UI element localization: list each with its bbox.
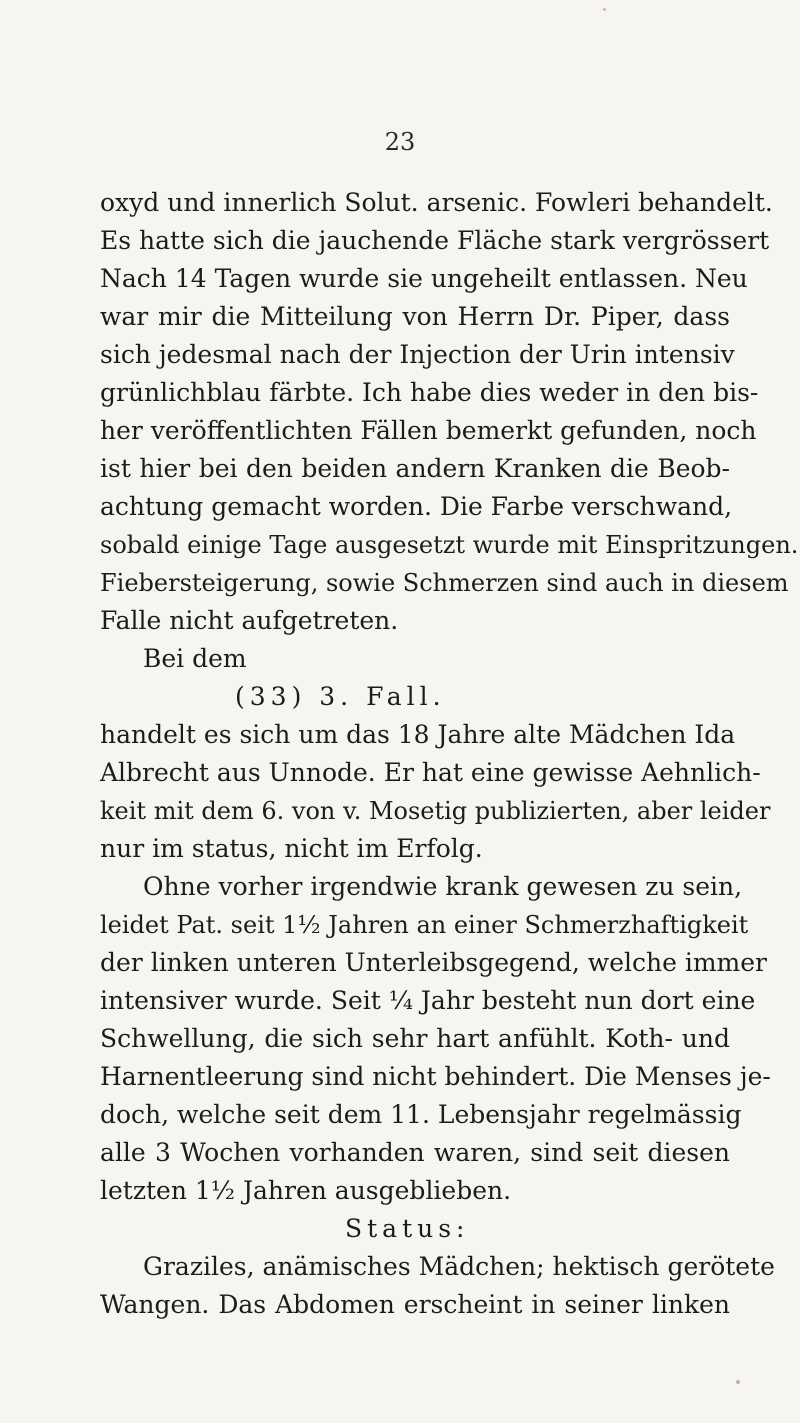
text-line: intensiver wurde. Seit ¼ Jahr besteht nun dort eine <box>100 986 756 1015</box>
text-line: Wangen. Das Abdomen erscheint in seiner linken <box>100 1290 730 1319</box>
text-line: alle 3 Wochen vorhanden waren, sind seit diesen <box>100 1138 730 1167</box>
text-line: Fiebersteigerung, sowie Schmerzen sind auch in diesem <box>100 569 789 597</box>
section-heading-status: Status: <box>345 1214 470 1243</box>
text-line: keit mit dem 6. von v. Mosetig publizierten, aber leider <box>100 797 771 825</box>
text-line: grünlichblau färbte. Ich habe dies weder in den bis- <box>100 378 759 407</box>
case-heading: (33) 3. Fall. <box>235 682 446 711</box>
text-line: sobald einige Tage ausgesetzt wurde mit Einspritzungen. <box>100 531 799 559</box>
text-line: Graziles, anämisches Mädchen; hektisch gerötete <box>143 1252 775 1281</box>
text-line: Ohne vorher irgendwie krank gewesen zu sein, <box>143 872 743 901</box>
text-line: Es hatte sich die jauchende Fläche stark vergrössert <box>100 226 770 255</box>
page-number: 23 <box>384 128 416 156</box>
text-line: Falle nicht aufgetreten. <box>100 606 399 635</box>
text-line: her veröffentlichten Fällen bemerkt gefunden, noch <box>100 416 757 445</box>
text-line: nur im status, nicht im Erfolg. <box>100 834 483 863</box>
text-line: Nach 14 Tagen wurde sie ungeheilt entlassen. Neu <box>100 264 748 293</box>
paper-speck <box>603 8 606 11</box>
text-line: Albrecht aus Unnode. Er hat eine gewisse Aehnlich- <box>100 758 761 787</box>
text-line: Bei dem <box>143 644 247 673</box>
text-line: letzten 1½ Jahren ausgeblieben. <box>100 1176 512 1205</box>
text-line: sich jedesmal nach der Injection der Urin intensiv <box>100 340 735 369</box>
text-line: achtung gemacht worden. Die Farbe verschwand, <box>100 492 733 521</box>
text-line: oxyd und innerlich Solut. arsenic. Fowleri behandelt. <box>100 188 773 217</box>
paper-speck <box>736 1380 740 1384</box>
text-line: Harnentleerung sind nicht behindert. Die Menses je- <box>100 1062 771 1091</box>
text-line: handelt es sich um das 18 Jahre alte Mädchen Ida <box>100 720 736 749</box>
text-line: war mir die Mitteilung von Herrn Dr. Piper, dass <box>100 302 730 331</box>
text-line: Schwellung, die sich sehr hart anfühlt. Koth- und <box>100 1024 730 1053</box>
text-line: der linken unteren Unterleibsgegend, welche immer <box>100 948 767 977</box>
text-line: leidet Pat. seit 1½ Jahren an einer Schmerzhaftigkeit <box>100 911 749 939</box>
text-line: ist hier bei den beiden andern Kranken die Beob- <box>100 454 730 483</box>
text-line: doch, welche seit dem 11. Lebensjahr regelmässig <box>100 1100 742 1129</box>
